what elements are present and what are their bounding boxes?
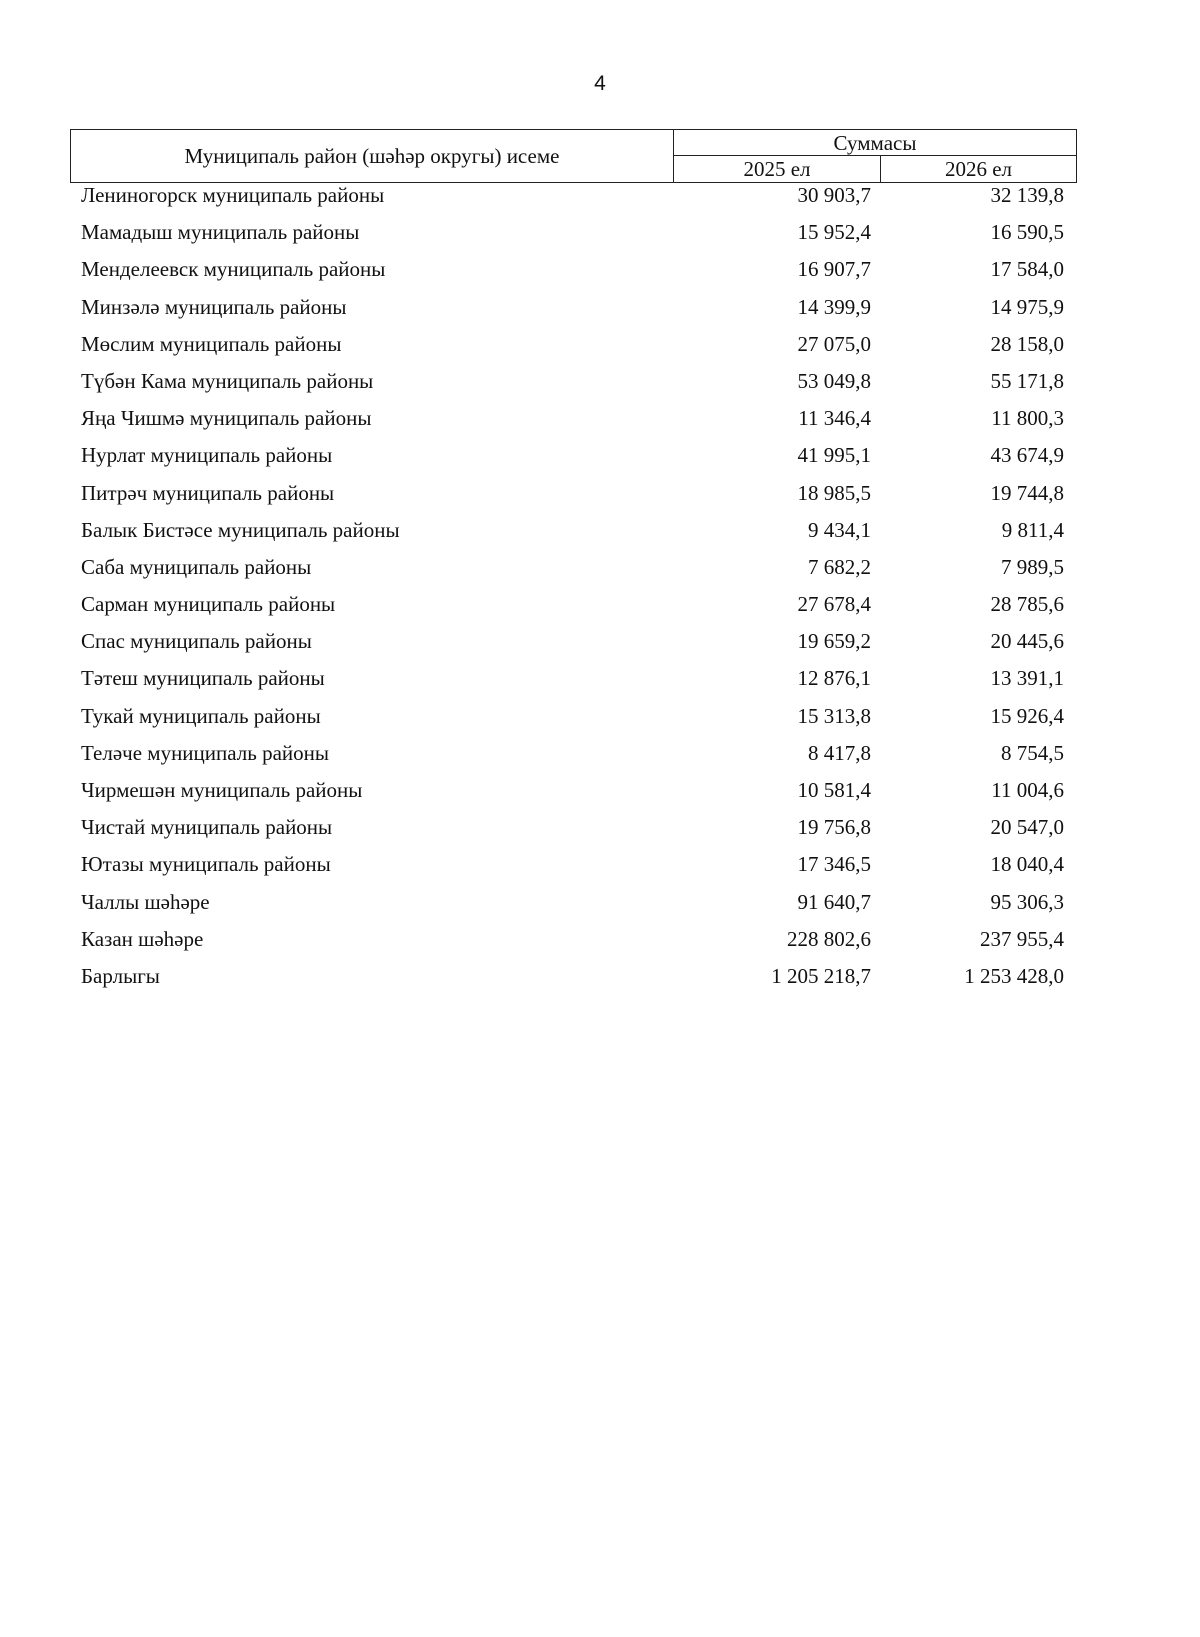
table-row xyxy=(70,400,1077,437)
row-value-2026: 16 590,5 xyxy=(990,220,1064,245)
row-value-2026: 20 547,0 xyxy=(990,815,1064,840)
row-value-2025: 19 659,2 xyxy=(797,629,871,654)
row-name: Мамадыш муниципаль районы xyxy=(81,220,360,245)
row-name: Барлыгы xyxy=(81,963,160,988)
table-row xyxy=(70,251,1077,288)
row-value-2026: 14 975,9 xyxy=(990,294,1064,319)
row-name: Чаллы шәһәре xyxy=(81,889,210,914)
table-body xyxy=(70,177,1077,995)
table-header xyxy=(70,129,1077,183)
row-name: Балык Бистәсе муниципаль районы xyxy=(81,517,400,542)
row-value-2025: 27 075,0 xyxy=(797,331,871,356)
header-year-2025: 2025 ел xyxy=(674,156,881,182)
row-name: Лениногорск муниципаль районы xyxy=(81,183,385,207)
row-name: Ютазы муниципаль районы xyxy=(81,852,331,877)
row-value-2026: 1 253 428,0 xyxy=(964,963,1064,988)
row-name: Нурлат муниципаль районы xyxy=(81,443,333,468)
table-row xyxy=(70,660,1077,697)
row-name: Тукай муниципаль районы xyxy=(81,703,321,728)
page-number: 4 xyxy=(594,72,606,95)
row-value-2025: 228 802,6 xyxy=(787,926,871,951)
table-row xyxy=(70,363,1077,400)
row-value-2025: 1 205 218,7 xyxy=(771,963,871,988)
row-value-2025: 11 346,4 xyxy=(798,406,871,431)
table-row xyxy=(70,958,1077,995)
row-value-2025: 8 417,8 xyxy=(808,740,871,765)
table-row xyxy=(70,177,1077,214)
row-value-2025: 15 313,8 xyxy=(797,703,871,728)
table-row xyxy=(70,475,1077,512)
table-row xyxy=(70,289,1077,326)
row-value-2025: 19 756,8 xyxy=(797,815,871,840)
row-name: Тәтеш муниципаль районы xyxy=(81,666,325,691)
row-value-2026: 32 139,8 xyxy=(990,183,1064,207)
row-value-2025: 91 640,7 xyxy=(797,889,871,914)
table-row xyxy=(70,772,1077,809)
row-value-2025: 30 903,7 xyxy=(797,183,871,207)
header-sum-column: Суммасы xyxy=(674,130,1076,156)
row-name: Сарман муниципаль районы xyxy=(81,592,336,617)
row-name: Теләче муниципаль районы xyxy=(81,740,329,765)
table-row xyxy=(70,809,1077,846)
row-value-2025: 53 049,8 xyxy=(797,368,871,393)
row-value-2026: 11 800,3 xyxy=(991,406,1064,431)
table-row xyxy=(70,512,1077,549)
row-name: Мөслим муниципаль районы xyxy=(81,331,342,356)
row-value-2026: 28 785,6 xyxy=(990,592,1064,617)
row-name: Менделеевск муниципаль районы xyxy=(81,257,386,282)
row-value-2026: 8 754,5 xyxy=(1001,740,1064,765)
row-value-2026: 95 306,3 xyxy=(990,889,1064,914)
row-value-2025: 15 952,4 xyxy=(797,220,871,245)
row-name: Саба муниципаль районы xyxy=(81,554,312,579)
row-name: Казан шәһәре xyxy=(81,926,204,951)
table-row xyxy=(70,846,1077,883)
row-value-2026: 17 584,0 xyxy=(990,257,1064,282)
row-name: Питрәч муниципаль районы xyxy=(81,480,335,505)
table-row xyxy=(70,549,1077,586)
table-row xyxy=(70,214,1077,251)
row-value-2026: 43 674,9 xyxy=(990,443,1064,468)
row-value-2025: 17 346,5 xyxy=(797,852,871,877)
row-value-2026: 13 391,1 xyxy=(990,666,1064,691)
row-value-2025: 10 581,4 xyxy=(797,778,871,802)
table-row xyxy=(70,623,1077,660)
row-value-2026: 7 989,5 xyxy=(1001,554,1064,579)
row-value-2026: 20 445,6 xyxy=(990,629,1064,654)
row-value-2025: 14 399,9 xyxy=(797,294,871,319)
row-name: Чистай муниципаль районы xyxy=(81,815,333,840)
row-value-2026: 28 158,0 xyxy=(990,331,1064,356)
header-year-2026: 2026 ел xyxy=(944,157,1013,181)
row-name: Чирмешән муниципаль районы xyxy=(81,778,363,802)
table-row xyxy=(70,698,1077,735)
row-value-2026: 9 811,4 xyxy=(1001,517,1064,542)
table-row xyxy=(70,326,1077,363)
row-value-2025: 41 995,1 xyxy=(797,443,871,468)
row-value-2026: 19 744,8 xyxy=(990,480,1064,505)
row-value-2025: 16 907,7 xyxy=(797,257,871,282)
row-value-2025: 12 876,1 xyxy=(797,666,871,691)
row-value-2025: 9 434,1 xyxy=(808,517,871,542)
table-row xyxy=(70,921,1077,958)
row-value-2025: 18 985,5 xyxy=(797,480,871,505)
header-name-column: Муниципаль район (шәһәр округы) исеме xyxy=(71,130,674,182)
table-row xyxy=(70,437,1077,474)
table-row xyxy=(70,735,1077,772)
row-name: Минзәлә муниципаль районы xyxy=(81,294,347,319)
row-value-2026: 18 040,4 xyxy=(990,852,1064,877)
row-name: Түбән Кама муниципаль районы xyxy=(81,368,374,393)
row-value-2026: 11 004,6 xyxy=(991,778,1064,802)
row-value-2026: 237 955,4 xyxy=(980,926,1064,951)
table-row xyxy=(70,884,1077,921)
row-name: Яңа Чишмә муниципаль районы xyxy=(81,406,372,431)
table-row xyxy=(70,586,1077,623)
row-value-2026: 15 926,4 xyxy=(990,703,1064,728)
row-value-2025: 7 682,2 xyxy=(808,554,871,579)
row-value-2025: 27 678,4 xyxy=(797,592,871,617)
row-value-2026: 55 171,8 xyxy=(990,368,1064,393)
row-name: Спас муниципаль районы xyxy=(81,629,312,654)
